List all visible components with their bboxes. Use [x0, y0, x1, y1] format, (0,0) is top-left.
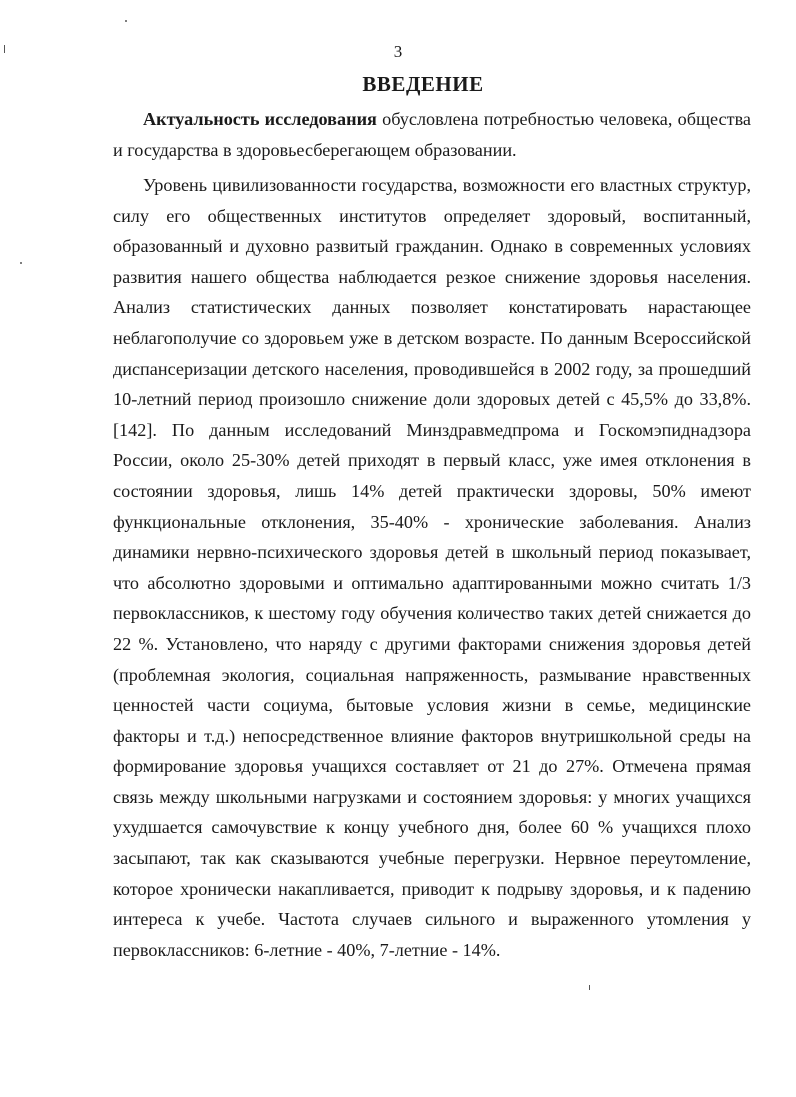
paragraph-body: обусловлена потребностью человека, общества и государства в здоровьесберегающем образовании.	[113, 109, 751, 160]
paragraph-text	[113, 104, 751, 165]
scan-speck	[125, 20, 127, 22]
paragraph-health-statistics	[113, 170, 751, 965]
scan-speck	[589, 985, 590, 990]
section-heading: ВВЕДЕНИЕ	[362, 72, 484, 96]
paragraph-text: Уровень цивилизованности государства, возможности его властных структур, силу его общественных институтов определяет здоровый, воспитанный, образованный и духовно развитый гражданин. Однако в современных условиях развития нашего общества наблюдается резкое снижение здоровья населения. Анализ статистических данных позволяет констатировать нарастающее неблагополучие со здоровьем уже в детском возрасте. По данным Всероссийской диспансеризации детского населения, проводившейся в 2002 году, за прошедший 10-летний период произошло снижение доли здоровых детей с 45,5% до 33,8%. [142]. По данным исследований Минздравмедпрома и Госкомэпиднадзора России, около 25-30% детей приходят в первый класс, уже имея отклонения в состоянии здоровья, лишь 14% детей практически здоровы, 50% имеют функциональные отклонения, 35-40% - хронические заболевания. Анализ динамики нервно-психического здоровья детей в школьный период показывает, что абсолютно здоровыми и оптимально адаптированными можно считать 1/3 первоклассников, к шестому году обучения количество таких детей снижается до 22 %. Установлено, что наряду с другими факторами снижения здоровья детей (проблемная экология, социальная напряженность, размывание нравственных ценностей части социума, бытовые условия жизни в семье, медицинские факторы и т.д.) непосредственное влияние факторов внутришкольной среды на формирование здоровья учащихся составляет от 21 до 27%. Отмечена прямая связь между школьными нагрузками и состоянием здоровья: у многих учащихся ухудшается самочувствие к концу учебного дня, более 60 % учащихся плохо засыпают, так как сказываются учебные перегрузки. Нервное переутомление, которое хронически накапливается, приводит к подрыву здоровья, и к падению интереса к учебе. Частота случаев сильного и выраженного утомления у первоклассников: 6-летние - 40%, 7-летние - 14%.	[113, 175, 751, 960]
paragraph-lead: Актуальность исследования	[143, 109, 377, 129]
scan-speck	[20, 262, 22, 264]
page-number: 3	[393, 42, 403, 61]
paragraph-relevance	[113, 104, 751, 165]
